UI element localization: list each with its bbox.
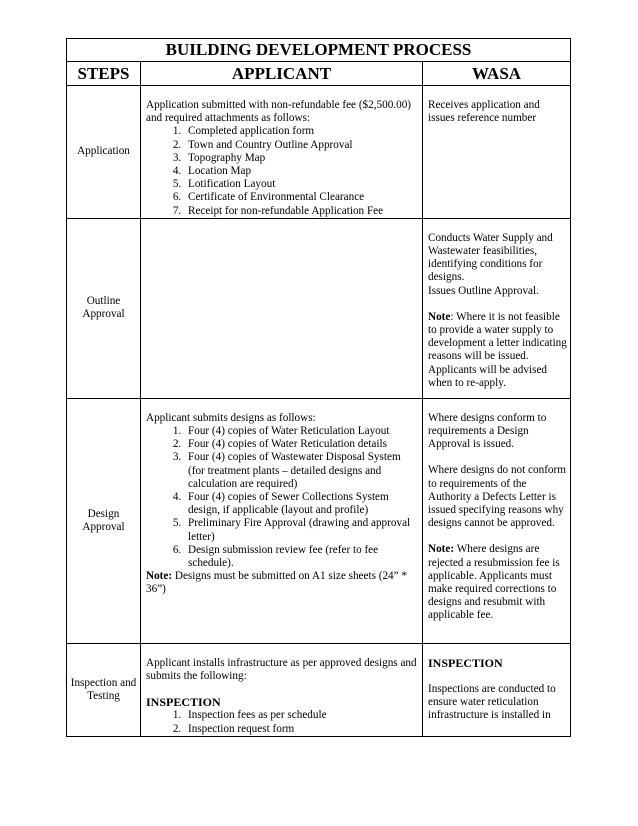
wasa-text: Where designs conform to requirements a Design Approval is issued. (428, 411, 547, 451)
list-item: 4. Location Map (184, 165, 419, 178)
list-item: 3. Topography Map (184, 152, 419, 165)
table-row-application (67, 86, 571, 219)
list-item: 5. Preliminary Fire Approval (drawing and approval letter) (184, 517, 419, 543)
applicant-cell (141, 643, 423, 736)
wasa-note (428, 311, 567, 390)
header-steps: STEPS (67, 62, 141, 86)
applicant-intro: Application submitted with non-refundable fee ($2,500.00) and required attachments as follows: (146, 99, 412, 125)
list-item: 7. Receipt for non-refundable Application Fee (184, 205, 419, 218)
list-item: 2. Inspection request form (184, 723, 419, 736)
list-item: 6. Design submission review fee (refer to fee schedule). (184, 544, 419, 570)
list-item: 1. Four (4) copies of Water Reticulation Layout (184, 425, 419, 438)
table-row-inspection (67, 643, 571, 736)
note-label: Note: (428, 543, 455, 556)
wasa-cell (423, 643, 571, 736)
wasa-text: Inspections are conducted to ensure water reticulation infrastructure is installed in (428, 683, 556, 722)
note-label: Note: (146, 570, 173, 583)
wasa-text: Conducts Water Supply and Wastewater feasibilities, identifying conditions for designs. (428, 231, 553, 284)
wasa-text: Receives application and issues reference number (428, 99, 540, 125)
applicant-cell (141, 86, 423, 219)
table-row-design-approval (67, 398, 571, 643)
step-label: Inspection and Testing (67, 643, 141, 736)
applicant-intro: Applicant submits designs as follows: (146, 411, 316, 424)
applicant-list (146, 425, 419, 570)
list-item: 3. Four (4) copies of Wastewater Disposal System (for treatment plants – detailed designs and calculation are required) (184, 451, 419, 491)
step-label: Application (67, 86, 141, 219)
title-row (67, 39, 571, 62)
wasa-cell (423, 398, 571, 643)
note-text: : Where it is not feasible to provide a water supply to development a letter indicating reasons will be issued. Applicants will be advised when to re-apply. (428, 310, 567, 389)
applicant-cell (141, 398, 423, 643)
process-table (66, 38, 571, 737)
wasa-text: Issues Outline Approval. (428, 284, 539, 297)
header-wasa: WASA (423, 62, 571, 86)
list-item: 1. Completed application form (184, 125, 419, 138)
applicant-note (146, 570, 419, 596)
applicant-cell (141, 218, 423, 398)
table-row-outline-approval (67, 218, 571, 398)
applicant-list (146, 709, 419, 735)
note-text: Designs must be submitted on A1 size sheets (24” * 36”) (146, 570, 408, 596)
applicant-list (146, 125, 419, 217)
applicant-heading: INSPECTION (146, 695, 221, 710)
step-label: Outline Approval (67, 218, 141, 398)
list-item: 5. Lotification Layout (184, 178, 419, 191)
note-text: Where designs are rejected a resubmission fee is applicable. Applicants must make required corrections to designs and resubmit with applicable fee. (428, 543, 560, 622)
list-item: 2. Four (4) copies of Water Reticulation details (184, 438, 419, 451)
applicant-intro: Applicant installs infrastructure as per approved designs and submits the following: (146, 656, 417, 683)
wasa-cell (423, 86, 571, 219)
header-applicant: APPLICANT (141, 62, 423, 86)
wasa-heading: INSPECTION (428, 655, 503, 670)
list-item: 4. Four (4) copies of Sewer Collections System design, if applicable (layout and profile) (184, 491, 419, 517)
wasa-text: Where designs do not conform to requirements of the Authority a Defects Letter is issued specifying reasons why designs cannot be approved. (428, 464, 566, 530)
header-row (67, 62, 571, 86)
document-title: BUILDING DEVELOPMENT PROCESS (67, 39, 571, 62)
step-label: Design Approval (67, 398, 141, 643)
list-item: 2. Town and Country Outline Approval (184, 139, 419, 152)
note-label: Note (428, 310, 451, 323)
list-item: 1. Inspection fees as per schedule (184, 709, 419, 722)
list-item: 6. Certificate of Environmental Clearance (184, 191, 419, 204)
wasa-cell (423, 218, 571, 398)
wasa-note (428, 543, 567, 622)
